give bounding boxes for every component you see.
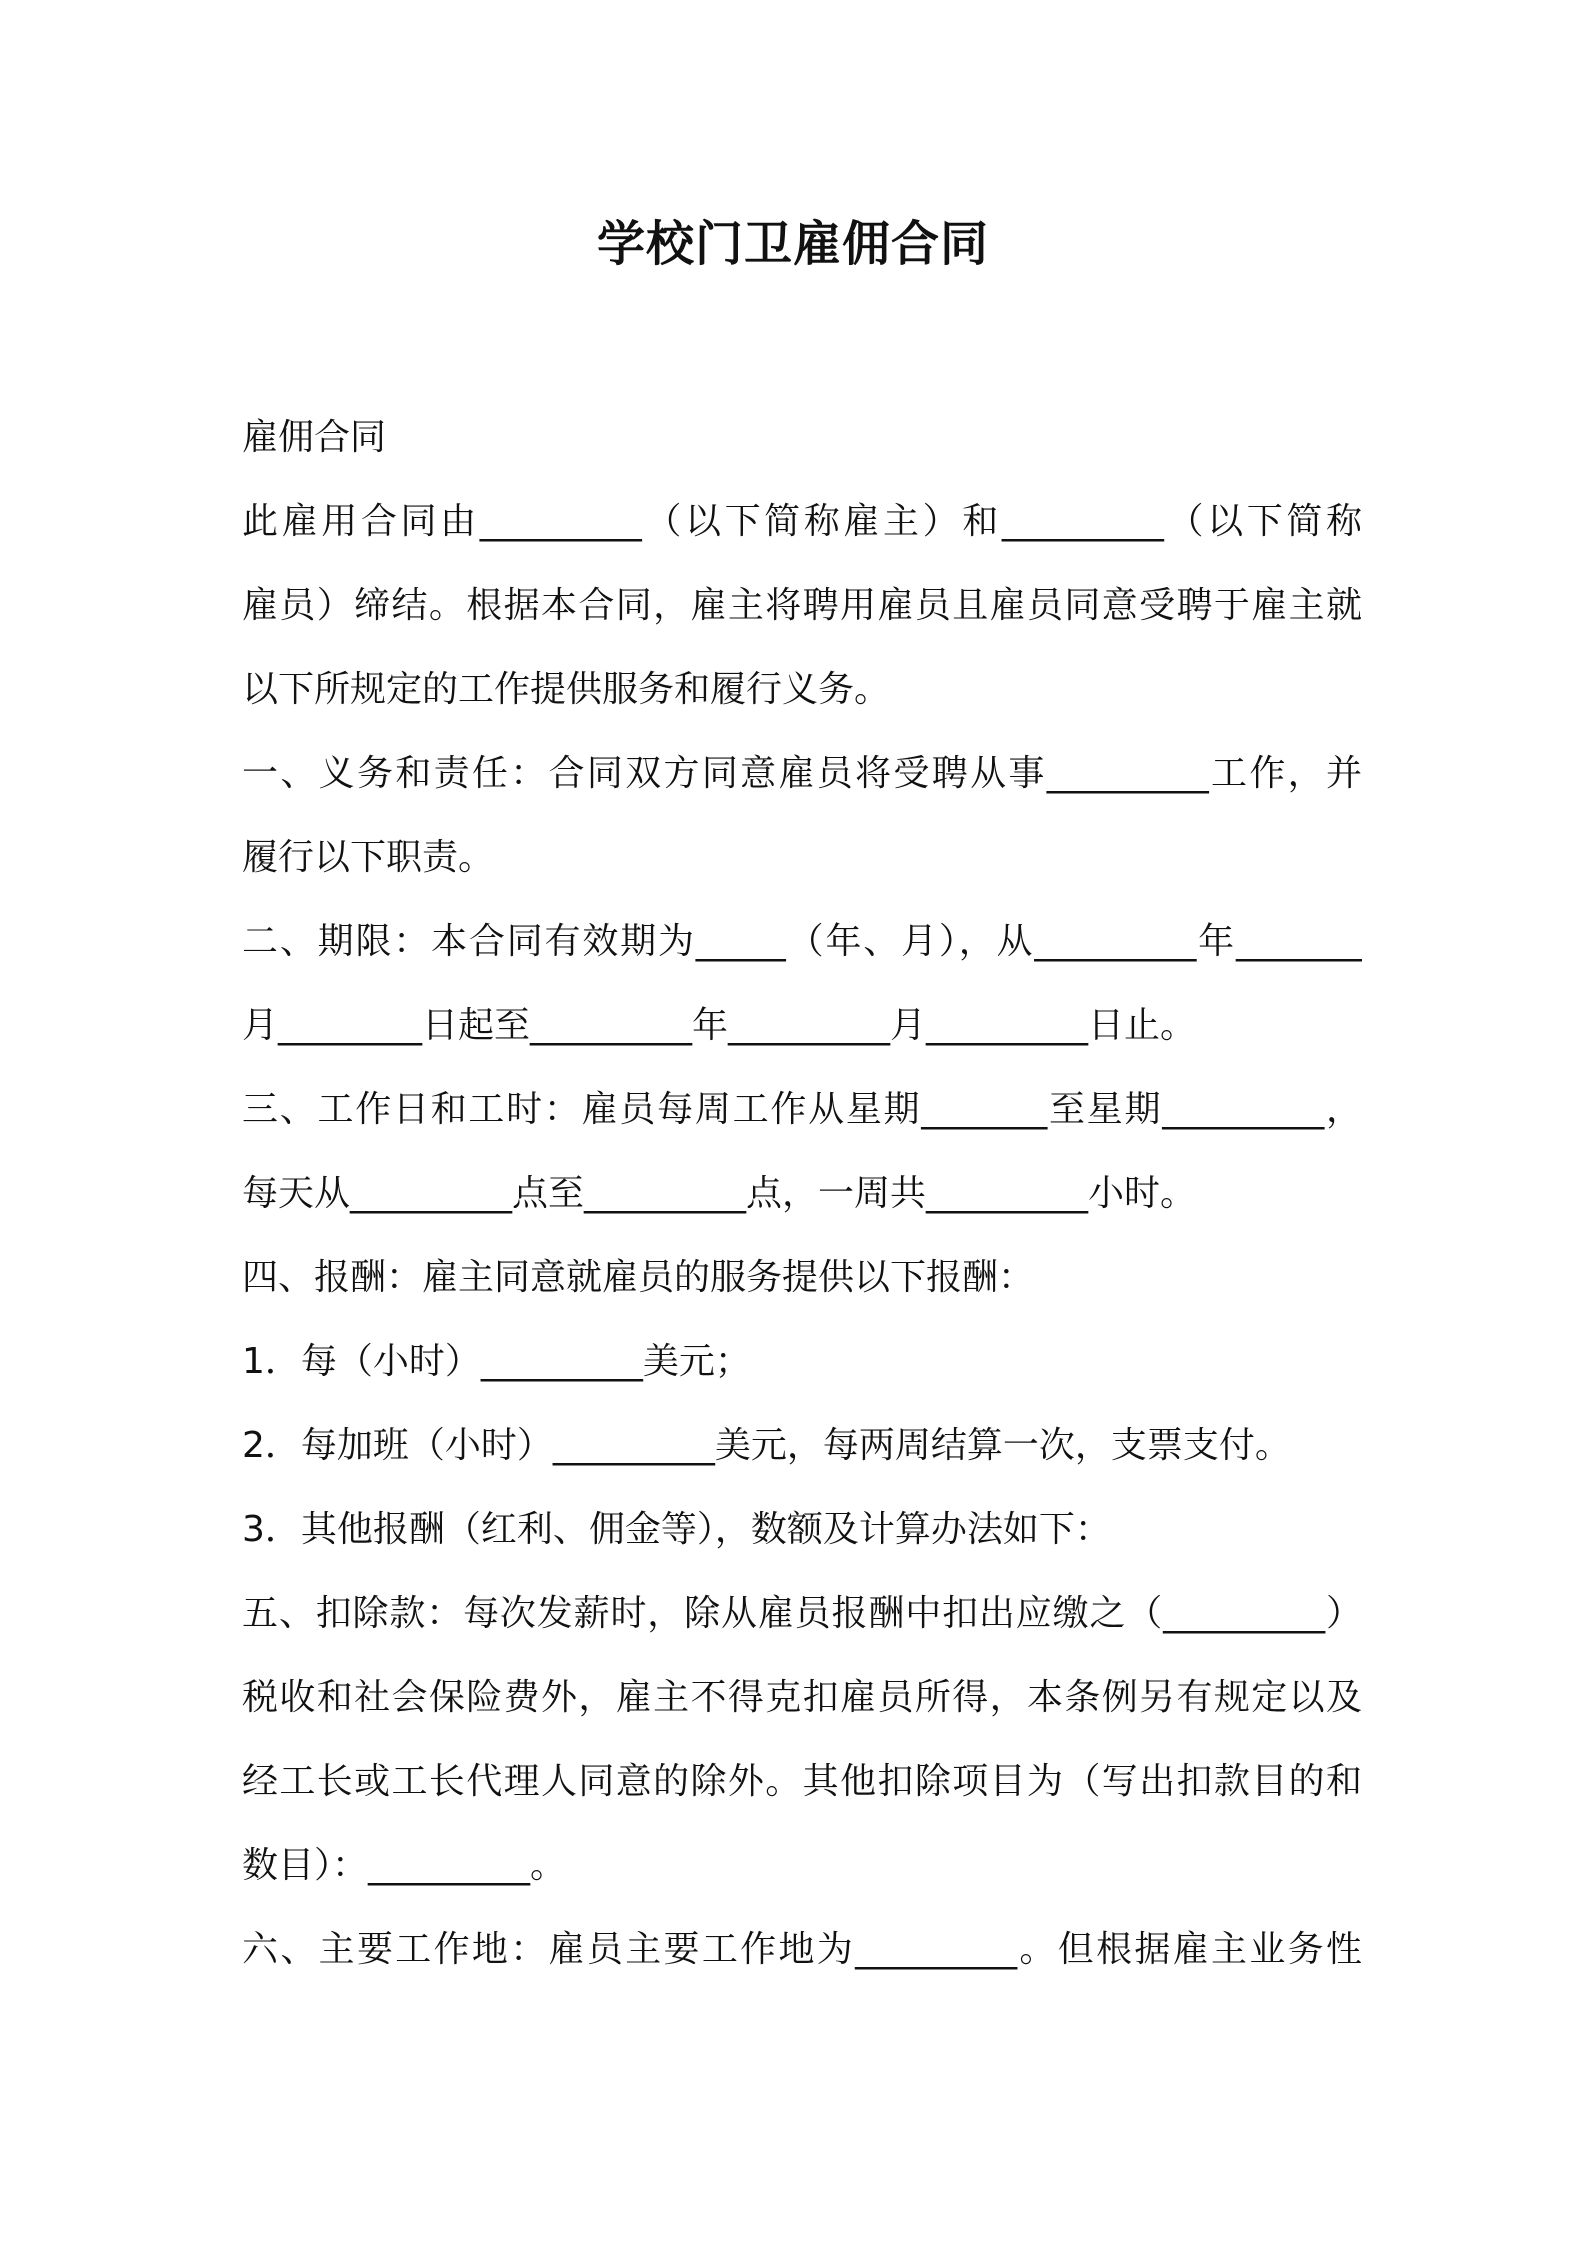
clause-line: 二、期限：本合同有效期为_____（年、月），从_________年_______	[242, 921, 1362, 962]
clause-line: 数目）：_________。	[242, 1845, 567, 1886]
list-item: 1．每（小时）_________美元；	[242, 1341, 751, 1382]
list-item: 2．每加班（小时）_________美元，每两周结算一次，支票支付。	[242, 1425, 1291, 1466]
clause-line: 履行以下职责。	[242, 837, 495, 878]
clause-line: 六、主要工作地：雇员主要工作地为_________。但根据雇主业务性	[242, 1929, 1362, 1970]
paragraph-line: 以下所规定的工作提供服务和履行义务。	[242, 669, 891, 710]
document-title: 学校门卫雇佣合同	[596, 216, 989, 272]
clause-line: 一、义务和责任：合同双方同意雇员将受聘从事_________工作，并	[242, 753, 1362, 794]
clause-line: 每天从_________点至_________点，一周共_________小时。	[242, 1173, 1197, 1214]
clause-line: 三、工作日和工时：雇员每周工作从星期_______至星期_________，	[242, 1089, 1362, 1130]
clause-line: 五、扣除款：每次发薪时，除从雇员报酬中扣出应缴之（_________）	[242, 1593, 1362, 1634]
paragraph-line: 雇员）缔结。根据本合同，雇主将聘用雇员且雇员同意受聘于雇主就	[242, 585, 1362, 626]
clause-line: 税收和社会保险费外，雇主不得克扣雇员所得，本条例另有规定以及	[242, 1677, 1362, 1718]
list-item: 3．其他报酬（红利、佣金等），数额及计算办法如下：	[242, 1509, 1111, 1550]
section-heading: 雇佣合同	[242, 417, 387, 458]
paragraph-line: 此雇用合同由_________（以下简称雇主）和_________（以下简称	[242, 501, 1362, 542]
clause-line: 经工长或工长代理人同意的除外。其他扣除项目为（写出扣款目的和	[242, 1761, 1362, 1802]
clause-line: 四、报酬：雇主同意就雇员的服务提供以下报酬：	[242, 1257, 1035, 1298]
clause-line: 月________日起至_________年_________月_________日止。	[242, 1005, 1197, 1046]
